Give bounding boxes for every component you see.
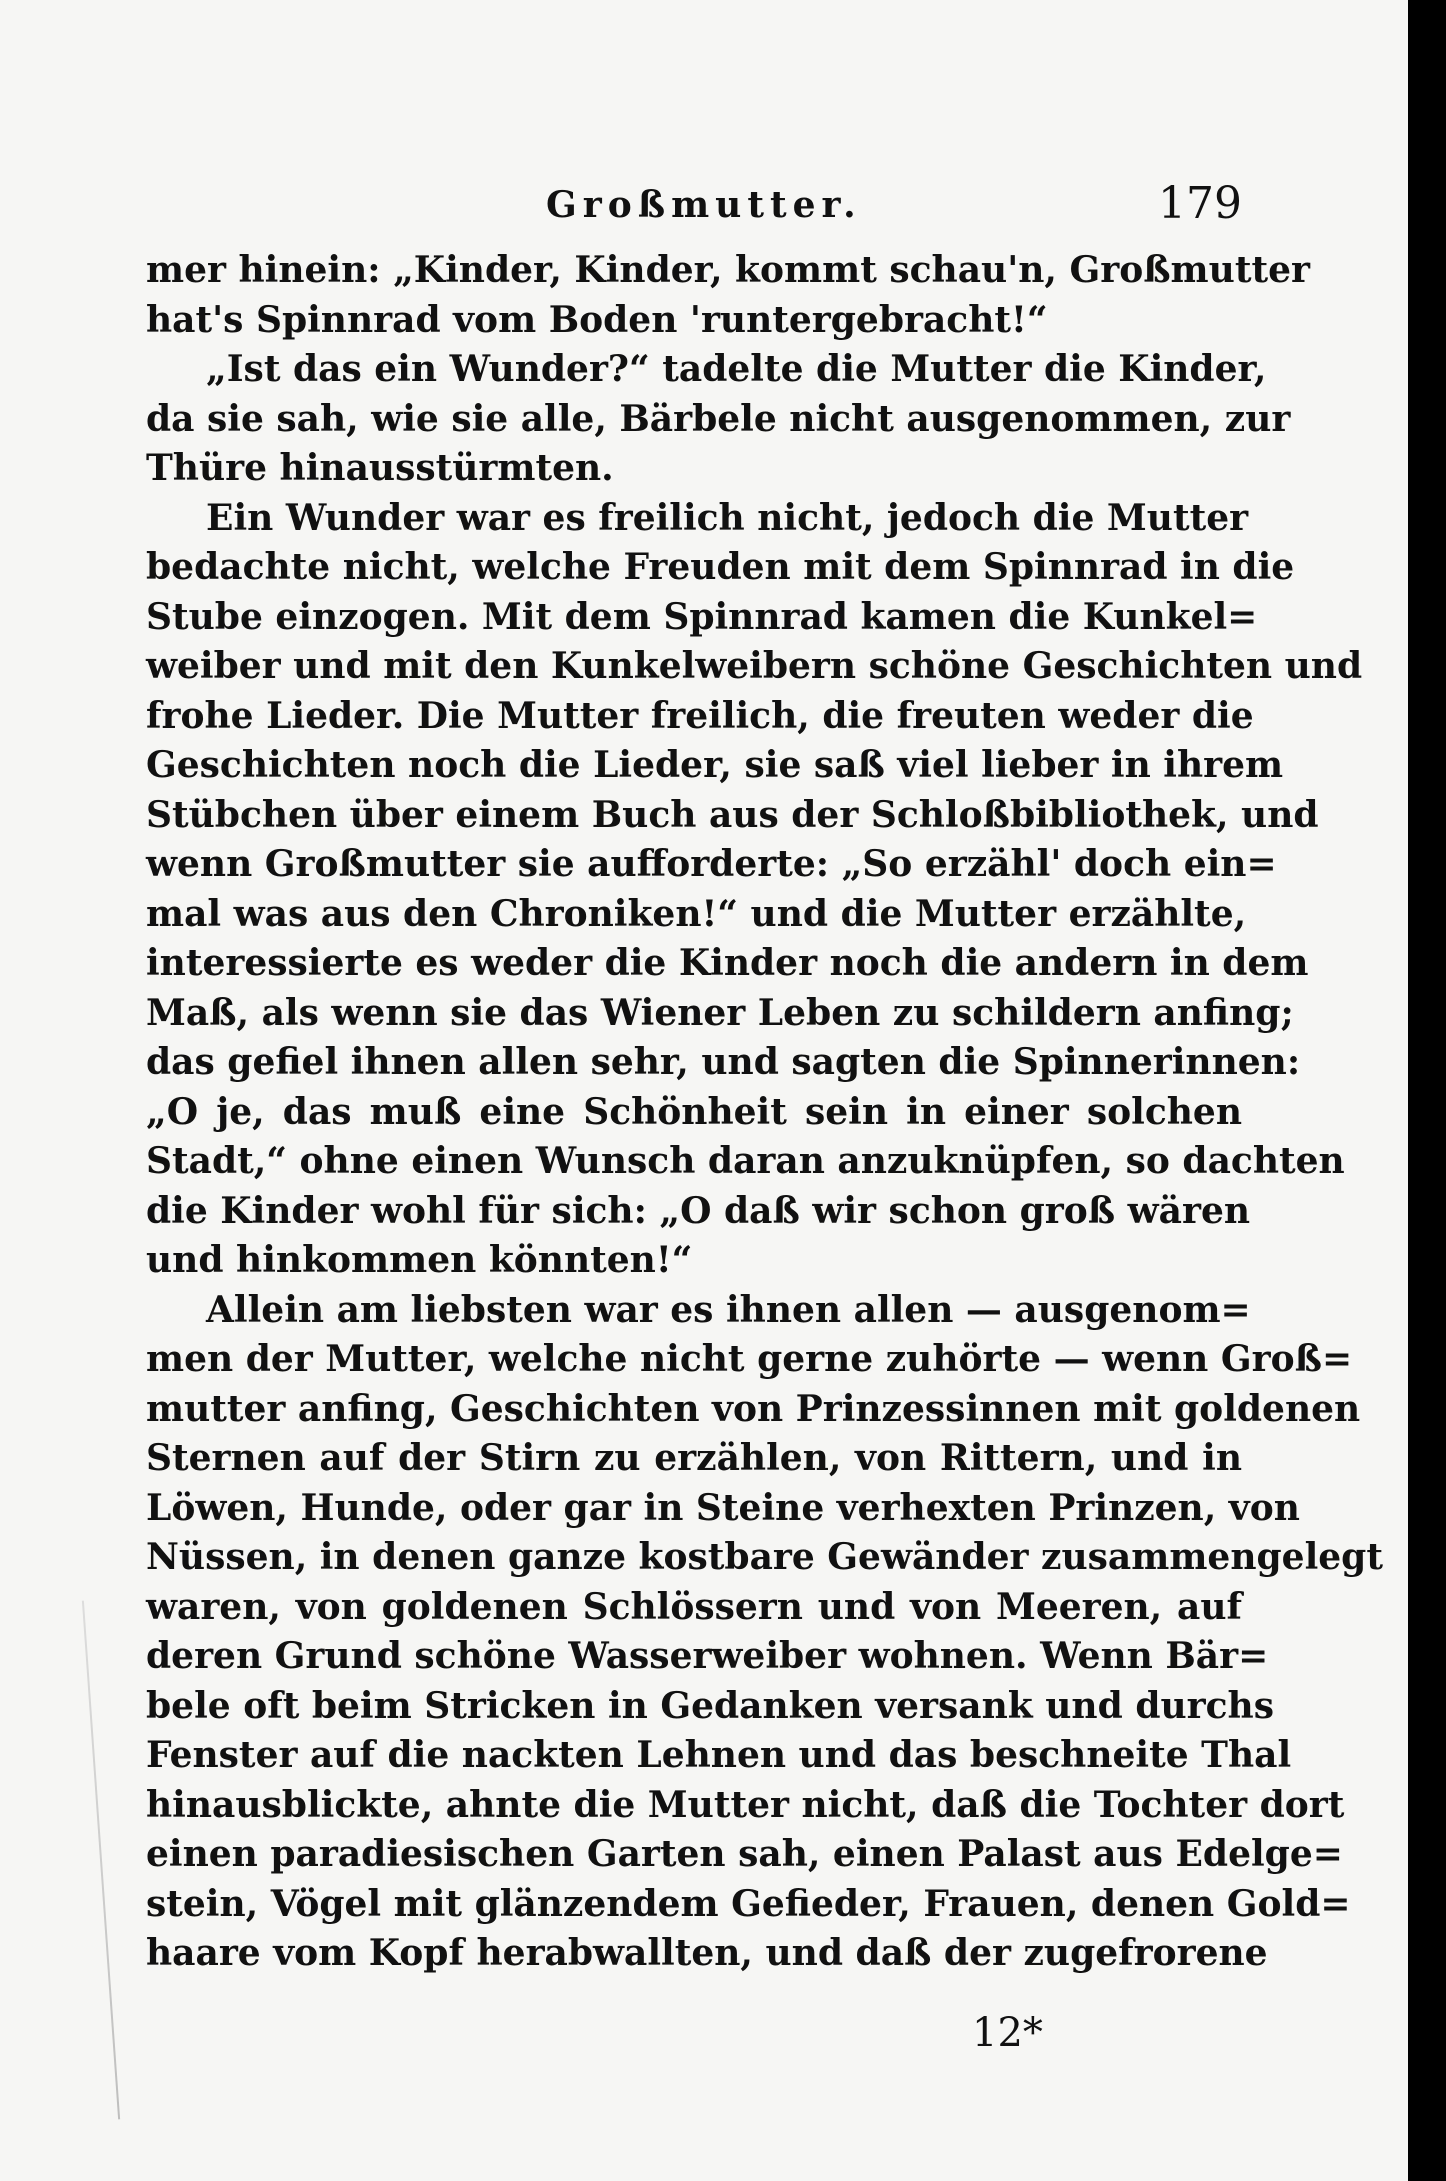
text-line: hat's Spinnrad vom Boden 'runtergebracht!“ bbox=[146, 298, 1048, 341]
text-line: interessierte es weder die Kinder noch die andern in dem bbox=[146, 942, 1309, 984]
text-line: und hinkommen könnten!“ bbox=[146, 1239, 693, 1281]
page-header bbox=[146, 178, 1242, 238]
text-line: „O je, das muß eine Schönheit sein in einer solchen bbox=[146, 1090, 1242, 1133]
text-line: frohe Lieder. Die Mutter freilich, die freuten weder die bbox=[146, 694, 1254, 737]
page-number: 179 bbox=[1158, 178, 1242, 229]
text-line: Geschichten noch die Lieder, sie saß viel lieber in ihrem bbox=[146, 744, 1284, 786]
text-line: weiber und mit den Kunkelweibern schöne Geschichten und bbox=[146, 645, 1363, 687]
text-line: waren, von goldenen Schlössern und von Meeren, auf bbox=[146, 1585, 1242, 1628]
text-line: das gefiel ihnen allen sehr, und sagten die Spinnerinnen: bbox=[146, 1041, 1301, 1083]
text-line: haare vom Kopf herabwallten, und daß der zugefrorene bbox=[146, 1932, 1268, 1974]
text-line: da sie sah, wie sie alle, Bärbele nicht ausgenommen, zur bbox=[146, 397, 1291, 440]
text-line: mal was aus den Chroniken!“ und die Mutter erzählte, bbox=[146, 892, 1247, 935]
text-line: bele oft beim Stricken in Gedanken versank und durchs bbox=[146, 1684, 1274, 1727]
text-line: Fenster auf die nackten Lehnen und das beschneite Thal bbox=[146, 1734, 1292, 1776]
text-line: Ein Wunder war es freilich nicht, jedoch die Mutter bbox=[206, 496, 1249, 539]
text-line: die Kinder wohl für sich: „O daß wir schon groß wären bbox=[146, 1189, 1251, 1232]
text-line: men der Mutter, welche nicht gerne zuhörte — wenn Groß= bbox=[146, 1338, 1353, 1380]
text-line: Stadt,“ ohne einen Wunsch daran anzuknüpfen, so dachten bbox=[146, 1140, 1345, 1182]
text-line: hinausblickte, ahnte die Mutter nicht, daß die Tochter dort bbox=[146, 1783, 1345, 1826]
text-line: mutter anfing, Geschichten von Prinzessinnen mit goldenen bbox=[146, 1387, 1361, 1430]
text-line: Thüre hinausstürmten. bbox=[146, 447, 614, 489]
text-line: Maß, als wenn sie das Wiener Leben zu schildern anfing; bbox=[146, 991, 1294, 1034]
text-line: Löwen, Hunde, oder gar in Steine verhexten Prinzen, von bbox=[146, 1486, 1300, 1529]
text-line: „Ist das ein Wunder?“ tadelte die Mutter die Kinder, bbox=[206, 348, 1267, 390]
text-line: Stube einzogen. Mit dem Spinnrad kamen die Kunkel= bbox=[146, 595, 1258, 638]
running-title: Großmutter. bbox=[546, 184, 862, 226]
text-line: stein, Vögel mit glänzendem Gefieder, Frauen, denen Gold= bbox=[146, 1882, 1351, 1925]
text-line: einen paradiesischen Garten sah, einen Palast aus Edelge= bbox=[146, 1833, 1343, 1875]
text-line: wenn Großmutter sie aufforderte: „So erzähl' doch ein= bbox=[146, 843, 1277, 885]
text-line: mer hinein: „Kinder, Kinder, kommt schau'n, Großmutter bbox=[146, 249, 1310, 291]
text-line: Nüssen, in denen ganze kostbare Gewänder zusammengelegt bbox=[146, 1536, 1383, 1578]
signature-mark: 12* bbox=[972, 2010, 1043, 2056]
text-line: Stübchen über einem Buch aus der Schloßbibliothek, und bbox=[146, 793, 1319, 836]
text-line: bedachte nicht, welche Freuden mit dem Spinnrad in die bbox=[146, 546, 1295, 588]
text-line: Sternen auf der Stirn zu erzählen, von Rittern, und in bbox=[146, 1437, 1242, 1479]
page-fold-mark bbox=[82, 1601, 120, 2120]
text-line: deren Grund schöne Wasserweiber wohnen. Wenn Bär= bbox=[146, 1635, 1269, 1677]
body-text bbox=[146, 246, 1383, 1979]
text-line: Allein am liebsten war es ihnen allen — ausgenom= bbox=[206, 1288, 1251, 1331]
